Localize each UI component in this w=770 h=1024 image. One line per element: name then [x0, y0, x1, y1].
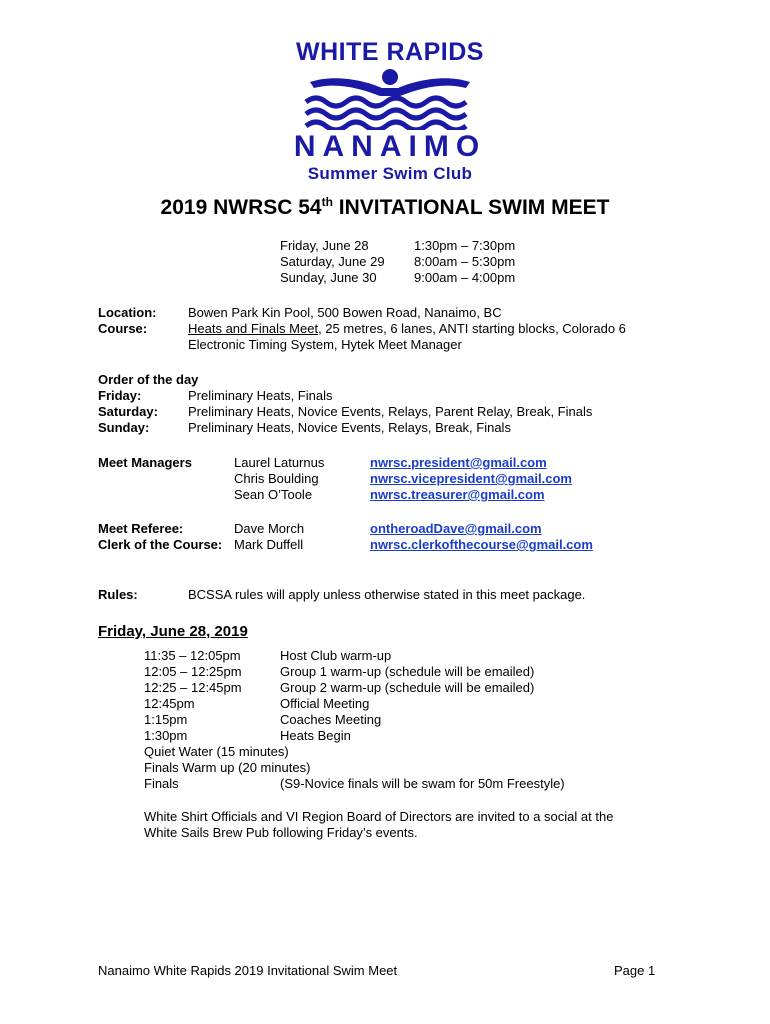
friday-event-2: Group 1 warm-up (schedule will be emailed)	[280, 664, 535, 679]
title-prefix: 2019 NWRSC 54	[160, 196, 322, 219]
meet-day-1: Friday, June 28	[280, 238, 369, 253]
logo-line-3: Summer Swim Club	[307, 164, 473, 183]
friday-time-4: 12:45pm	[144, 696, 195, 711]
manager-email-2[interactable]: nwrsc.vicepresident@gmail.com	[370, 471, 572, 486]
order-label-friday: Friday:	[98, 388, 142, 403]
social-line-2: White Sails Brew Pub following Friday’s events.	[144, 825, 418, 840]
manager-name-1: Laurel Laturnus	[234, 455, 325, 470]
order-label-sunday: Sunday:	[98, 420, 150, 435]
course-details-line-2: Electronic Timing System, Hytek Meet Manager	[188, 337, 462, 352]
friday-heading: Friday, June 28, 2019	[98, 623, 248, 640]
course-type: Heats and Finals Meet	[188, 321, 319, 336]
logo-line-1: WHITE RAPIDS	[296, 38, 484, 66]
manager-name-2: Chris Boulding	[234, 471, 319, 486]
friday-event-1: Host Club warm-up	[280, 648, 392, 663]
friday-time-6: 1:30pm	[144, 728, 188, 743]
course-value	[188, 321, 626, 337]
social-line-1: White Shirt Officials and VI Region Board of Directors are invited to a social at the	[144, 809, 614, 824]
order-value-sunday: Preliminary Heats, Novice Events, Relays, Break, Finals	[188, 420, 511, 435]
footer-title: Nanaimo White Rapids 2019 Invitational Swim Meet	[98, 963, 398, 978]
page-number: Page 1	[614, 963, 656, 978]
meet-day-3: Sunday, June 30	[280, 270, 377, 285]
meet-time-1: 1:30pm – 7:30pm	[414, 238, 516, 253]
course-label: Course:	[98, 321, 148, 336]
order-heading: Order of the day	[98, 372, 199, 387]
quiet-water: Quiet Water (15 minutes)	[144, 744, 289, 759]
finals-label: Finals	[144, 776, 179, 791]
clerk-label: Clerk of the Course:	[98, 537, 223, 552]
meet-day-2: Saturday, June 29	[280, 254, 385, 269]
friday-event-4: Official Meeting	[280, 696, 370, 711]
course-details: , 25 metres, 6 lanes, ANTI starting blocks, Colorado 6	[318, 321, 626, 336]
referee-name: Dave Morch	[234, 521, 305, 536]
friday-time-3: 12:25 – 12:45pm	[144, 680, 242, 695]
finals-note: (S9-Novice finals will be swam for 50m Freestyle)	[280, 776, 565, 791]
friday-time-1: 11:35 – 12:05pm	[144, 648, 241, 663]
clerk-name: Mark Duffell	[234, 537, 304, 552]
swimmer-waves-icon	[304, 68, 476, 130]
page-title	[0, 195, 770, 220]
order-value-saturday: Preliminary Heats, Novice Events, Relays, Parent Relay, Break, Finals	[188, 404, 593, 419]
location-value: Bowen Park Kin Pool, 500 Bowen Road, Nanaimo, BC	[188, 305, 502, 320]
manager-email-3[interactable]: nwrsc.treasurer@gmail.com	[370, 487, 545, 502]
club-logo	[290, 36, 490, 186]
manager-name-3: Sean O’Toole	[234, 487, 313, 502]
meet-time-3: 9:00am – 4:00pm	[414, 270, 516, 285]
friday-event-6: Heats Begin	[280, 728, 351, 743]
manager-email-1[interactable]: nwrsc.president@gmail.com	[370, 455, 547, 470]
referee-label: Meet Referee:	[98, 521, 184, 536]
location-label: Location:	[98, 305, 157, 320]
title-suffix: INVITATIONAL SWIM MEET	[332, 196, 610, 219]
rules-label: Rules:	[98, 587, 138, 602]
friday-time-5: 1:15pm	[144, 712, 188, 727]
order-label-saturday: Saturday:	[98, 404, 158, 419]
clerk-email[interactable]: nwrsc.clerkofthecourse@gmail.com	[370, 537, 593, 552]
friday-event-3: Group 2 warm-up (schedule will be emailed)	[280, 680, 535, 695]
finals-warmup: Finals Warm up (20 minutes)	[144, 760, 311, 775]
rules-value: BCSSA rules will apply unless otherwise stated in this meet package.	[188, 587, 586, 602]
referee-email[interactable]: ontheroadDave@gmail.com	[370, 521, 542, 536]
title-sup: th	[321, 195, 333, 209]
friday-event-5: Coaches Meeting	[280, 712, 382, 727]
managers-label: Meet Managers	[98, 455, 192, 470]
logo-line-2: NANAIMO	[293, 130, 487, 163]
friday-time-2: 12:05 – 12:25pm	[144, 664, 242, 679]
meet-time-2: 8:00am – 5:30pm	[414, 254, 516, 269]
order-value-friday: Preliminary Heats, Finals	[188, 388, 333, 403]
